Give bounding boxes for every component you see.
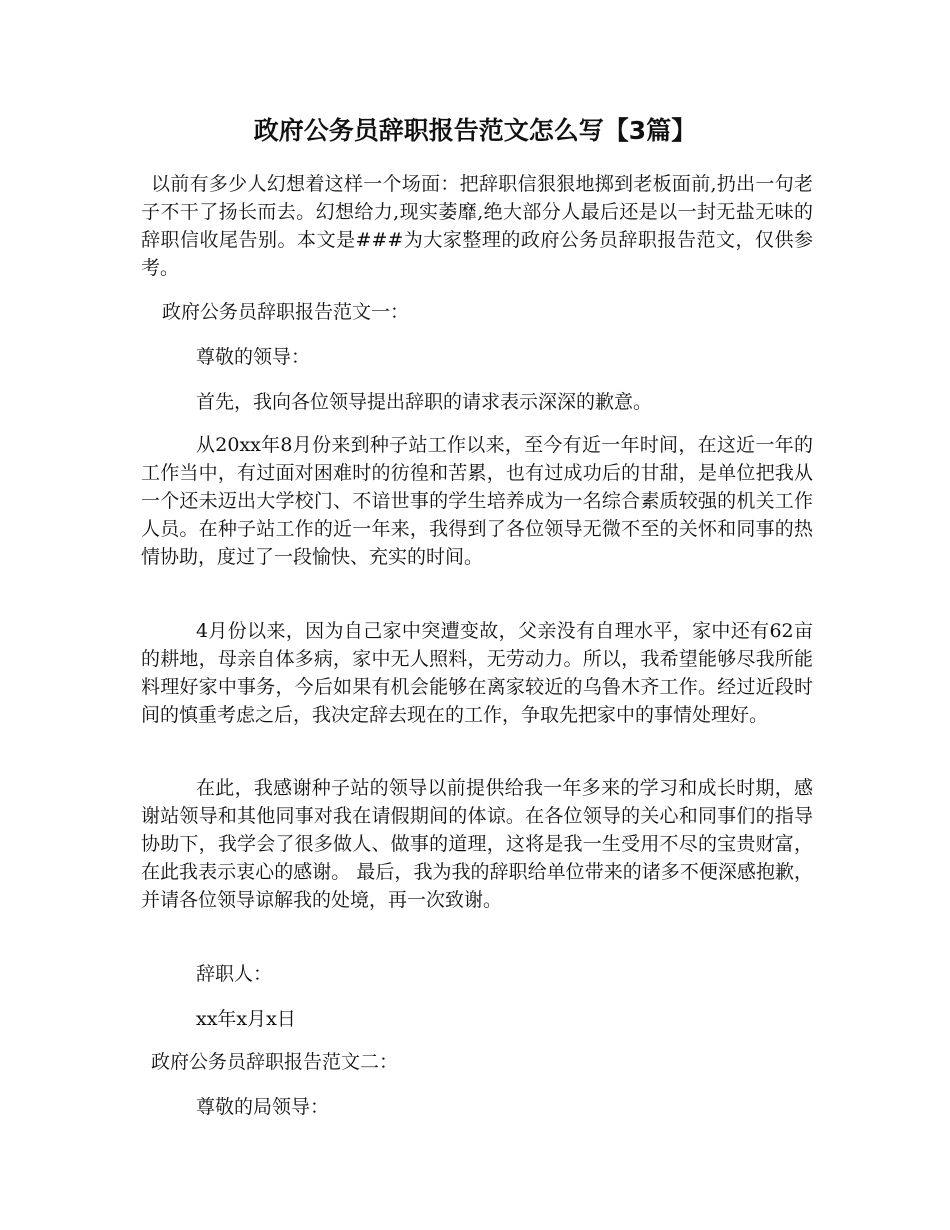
section-heading-two: 政府公务员辞职报告范文二： xyxy=(151,1051,399,1073)
signature-label: 辞职人： xyxy=(196,963,273,985)
body-paragraph: 4月份以来，因为自己家中突遭变故，父亲没有自理水平，家中还有62亩的耕地，母亲自体多病，家中无人照料，无劳动力。所以，我希望能够尽我所能料理好家中事务，今后如果有机会能够在离家较近的乌鲁木齐工作。经过近段时间的慎重考虑之后，我决定辞去现在的工作，争取先把家中的事情处理好。 xyxy=(141,620,813,726)
section-heading-one: 政府公务员辞职报告范文一： xyxy=(162,301,410,323)
salutation-one: 尊敬的领导： xyxy=(196,346,311,368)
body-paragraph: 从20xx年8月份来到种子站工作以来，至今有近一年时间，在这近一年的工作当中，有过面对困难时的彷徨和苦累，也有过成功后的甘甜，是单位把我从一个还未迈出大学校门、不谙世事的学生培养成为一名综合素质较强的机关工作人员。在种子站工作的近一年来，我得到了各位领导无微不至的关怀和同事的热情协助，度过了一段愉快、充实的时间。 xyxy=(141,434,813,568)
body-paragraph: 首先，我向各位领导提出辞职的请求表示深深的歉意。 xyxy=(196,391,653,413)
intro-paragraph: 以前有多少人幻想着这样一个场面：把辞职信狠狠地掷到老板面前,扔出一句老子不干了扬长而去。幻想给力,现实萎靡,绝大部分人最后还是以一封无盐无味的辞职信收尾告别。本文是###为大家整理的政府公务员辞职报告范文，仅供参考。 xyxy=(141,173,813,279)
document-title: 政府公务员辞职报告范文怎么写【3篇】 xyxy=(253,116,697,145)
salutation-two: 尊敬的局领导： xyxy=(196,1096,330,1118)
date-line: xx年x月x日 xyxy=(196,1008,296,1030)
body-paragraph: 在此，我感谢种子站的领导以前提供给我一年多来的学习和成长时期，感谢站领导和其他同事对我在请假期间的体谅。在各位领导的关心和同事们的指导协助下，我学会了很多做人、做事的道理，这将是我一生受用不尽的宝贵财富，在此我表示衷心的感谢。 最后，我为我的辞职给单位带来的诸多不便深感抱歉，并请各位领导谅解我的处境，再一次致谢。 xyxy=(141,777,813,911)
